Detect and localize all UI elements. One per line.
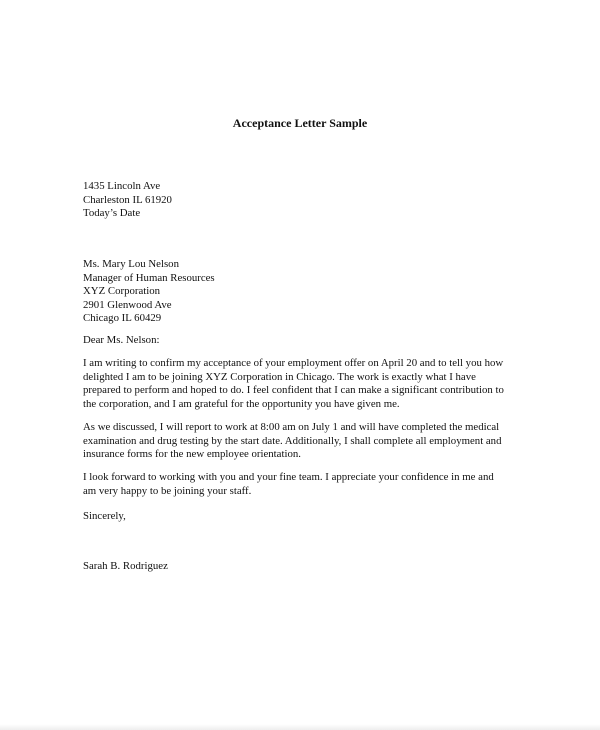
paragraph-line: insurance forms for the new employee orientation. (83, 448, 301, 461)
paragraph-line: the corporation, and I am grateful for the opportunity you have given me. (83, 397, 400, 410)
recipient-title: Manager of Human Resources (83, 271, 215, 284)
page-edge-shadow (0, 724, 600, 730)
recipient-name: Ms. Mary Lou Nelson (83, 258, 179, 270)
paragraph-line: prepared to perform and hoped to do. I feel confident that I can make a significant contribution to (83, 384, 504, 397)
paragraph-line: I look forward to working with you and your fine team. I appreciate your confidence in me and (83, 471, 494, 483)
signature-name: Sarah B. Rodriguez (83, 560, 168, 572)
paragraph-line: As we discussed, I will report to work at 8:00 am on July 1 and will have completed the medical (83, 421, 500, 433)
letter-date: Today’s Date (83, 207, 141, 220)
paragraph-start-details (83, 421, 523, 462)
recipient-street: 2901 Glenwood Ave (83, 298, 172, 311)
paragraph-acceptance (83, 357, 523, 411)
recipient-company: XYZ Corporation (83, 285, 161, 298)
paragraph-line: am very happy to be joining your staff. (83, 484, 252, 497)
recipient-address (83, 258, 523, 326)
paragraph-line: I am writing to confirm my acceptance of your employment offer on April 20 and to tell you how (83, 357, 504, 369)
sender-street: 1435 Lincoln Ave (83, 180, 161, 192)
salutation: Dear Ms. Nelson: (83, 334, 160, 346)
sender-address (83, 180, 523, 221)
paragraph-line: delighted I am to be joining XYZ Corporation in Chicago. The work is exactly what I have (83, 370, 476, 383)
complimentary-close: Sincerely, (83, 510, 126, 522)
letter-title: Acceptance Letter Sample (232, 116, 368, 130)
paragraph-line: examination and drug testing by the start date. Additionally, I shall complete all employment and (83, 434, 502, 447)
sender-city: Charleston IL 61920 (83, 193, 172, 206)
paragraph-closing-remarks (83, 471, 523, 498)
recipient-city: Chicago IL 60429 (83, 312, 162, 325)
